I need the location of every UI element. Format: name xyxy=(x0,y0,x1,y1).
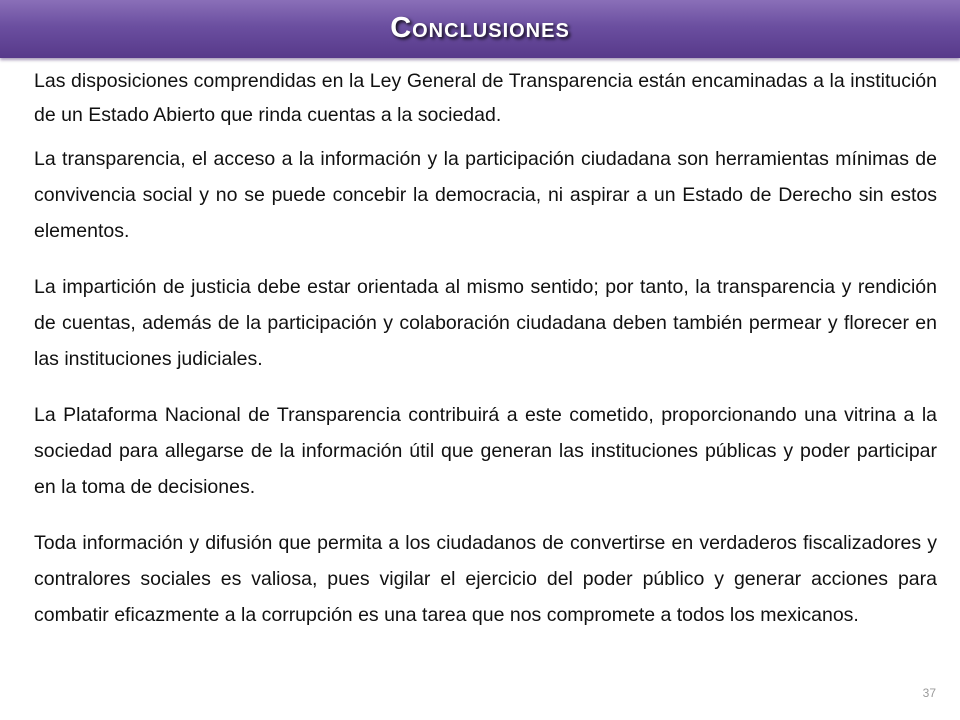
slide-title: Conclusiones xyxy=(390,12,570,44)
paragraph-3: La impartición de justicia debe estar orientada al mismo sentido; por tanto, la transparencia y rendición de cuentas, además de la participación y colaboración ciudadana deben también permear y florecer en las instituciones judiciales. xyxy=(34,276,937,370)
paragraph-5: Toda información y difusión que permita a los ciudadanos de convertirse en verdaderos fiscalizadores y contralores sociales es valiosa, pues vigilar el ejercicio del poder público y generar acciones para combatir eficazmente a la corrupción es una tarea que nos compromete a todos los mexicanos. xyxy=(34,532,937,626)
page-number: 37 xyxy=(922,686,936,700)
paragraph-1: Las disposiciones comprendidas en la Ley General de Transparencia están encaminadas a la institución de un Estado Abierto que rinda cuentas a la sociedad. xyxy=(34,70,937,126)
paragraph-4: La Plataforma Nacional de Transparencia contribuirá a este cometido, proporcionando una vitrina a la sociedad para allegarse de la información útil que generan las instituciones públicas y poder participar en la toma de decisiones. xyxy=(34,404,937,498)
title-bar xyxy=(0,0,960,58)
paragraph-2: La transparencia, el acceso a la información y la participación ciudadana son herramientas mínimas de convivencia social y no se puede concebir la democracia, ni aspirar a un Estado de Derecho sin estos elementos. xyxy=(34,148,937,242)
slide-body xyxy=(34,64,937,633)
